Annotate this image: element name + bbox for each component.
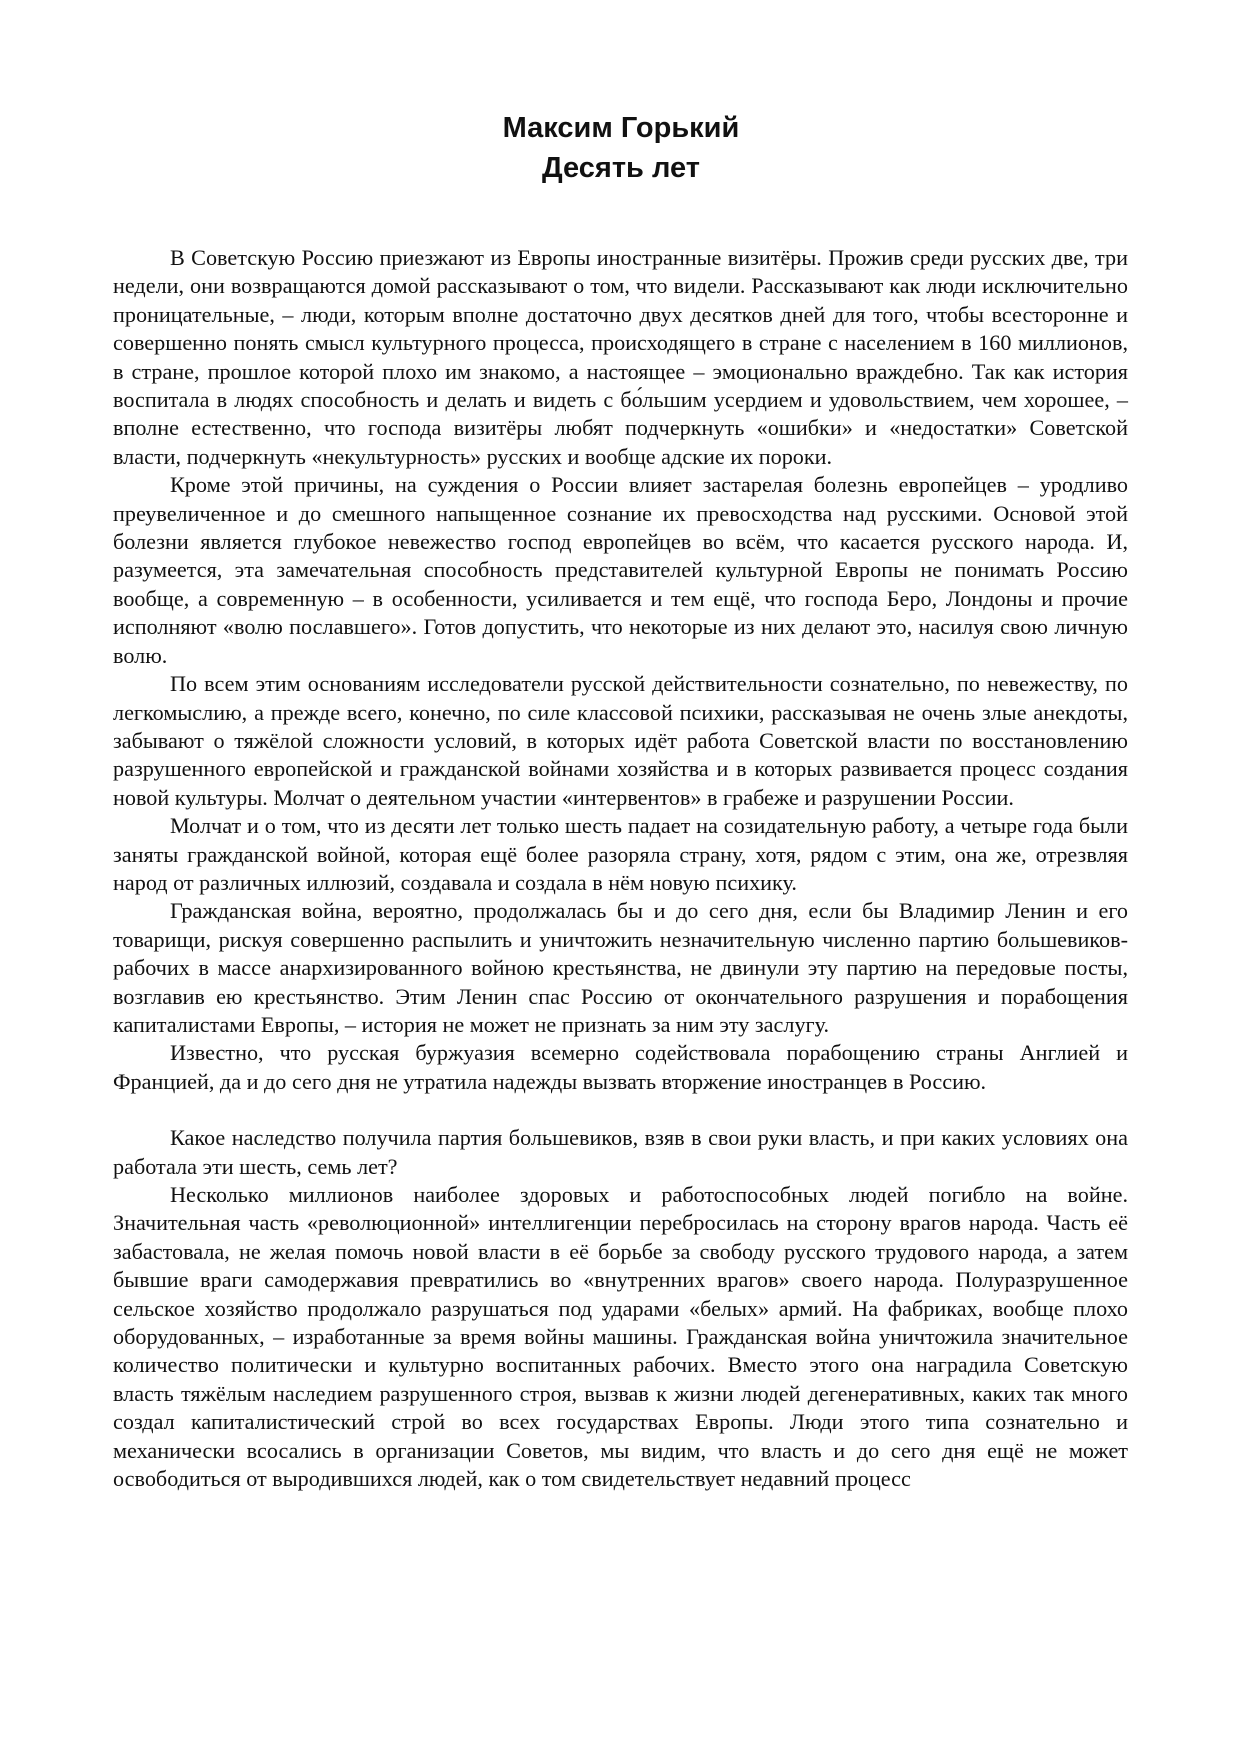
section-break	[113, 1096, 1128, 1124]
paragraph: Какое наследство получила партия большевиков, взяв в свои руки власть, и при каких условиях она работала эти шесть, семь лет?	[113, 1125, 1128, 1179]
document-header	[0, 108, 1242, 188]
paragraph: Гражданская война, вероятно, продолжалась бы и до сего дня, если бы Владимир Ленин и его товарищи, рискуя совершенно распылить и уничтожить незначительную численно партию большевиков-рабочих в массе анархизированного войною крестьянства, не двинули эту партию на передовые посты, возглавив ею крестьянство. Этим Ленин спас Россию от окончательного разрушения и порабощения капиталистами Европы, – история не может не признать за ним эту заслугу.	[113, 898, 1128, 1037]
paragraph: По всем этим основаниям исследователи русской действительности сознательно, по невежеству, по легкомыслию, а прежде всего, конечно, по силе классовой психики, рассказывая не очень злые анекдоты, забывают о тяжёлой сложности условий, в которых идёт работа Советской власти по восстановлению разрушенного европейской и гражданской войнами хозяйства и в которых развивается процесс создания новой культуры. Молчат о деятельном участии «интервентов» в грабеже и разрушении России.	[113, 671, 1128, 810]
paragraph: Несколько миллионов наиболее здоровых и работоспособных людей погибло на войне. Значительная часть «революционной» интеллигенции перебросилась на сторону врагов народа. Часть её забастовала, не желая помочь новой власти в её борьбе за свободу русского трудового народа, а затем бывшие враги самодержавия превратились во «внутренних врагов» своего народа. Полуразрушенное сельское хозяйство продолжало разрушаться под ударами «белых» армий. На фабриках, вообще плохо оборудованных, – изработанные за время войны машины. Гражданская война уничтожила значительное количество политически и культурно воспитанных рабочих. Вместо этого она наградила Советскую власть тяжёлым наследием разрушенного строя, вызвав к жизни людей дегенеративных, каких так много создал капиталистический строй во всех государствах Европы. Люди этого типа сознательно и механически всосались в организации Советов, мы видим, что власть и до сего дня ещё не может освободиться от выродившихся людей, как о том свидетельствует недавний процесс	[113, 1182, 1128, 1492]
paragraph: В Советскую Россию приезжают из Европы иностранные визитёры. Прожив среди русских две, три недели, они возвращаются домой рассказывают о том, что видели. Рассказывают как люди исключительно проницательные, – люди, которым вполне достаточно двух десятков дней для того, чтобы всесторонне и совершенно понять смысл культурного процесса, происходящего в стране с населением в 160 миллионов, в стране, прошлое которой плохо им знакомо, а настоящее – эмоционально враждебно. Так как история воспитала в людях способность и делать и видеть с бо́льшим усердием и удовольствием, чем хорошее, – вполне естественно, что господа визитёры любят подчеркнуть «ошибки» и «недостатки» Советской власти, подчеркнуть «некультурность» русских и вообще адские их пороки.	[113, 245, 1128, 469]
paragraph: Кроме этой причины, на суждения о России влияет застарелая болезнь европейцев – уродливо преувеличенное и до смешного напыщенное сознание их превосходства над русскими. Основой этой болезни является глубокое невежество господ европейцев во всём, что касается русского народа. И, разумеется, эта замечательная способность представителей культурной Европы не понимать Россию вообще, а современную – в особенности, усиливается и тем ещё, что господа Беро, Лондоны и прочие исполняют «волю пославшего». Готов допустить, что некоторые из них делают это, насилуя свою личную волю.	[113, 472, 1128, 668]
author-name: Максим Горький	[502, 112, 740, 144]
document-title: Десять лет	[542, 152, 700, 184]
paragraph: Молчат и о том, что из десяти лет только шесть падает на созидательную работу, а четыре года были заняты гражданской войной, которая ещё более разоряла страну, хотя, рядом с этим, она же, отрезвляя народ от различных иллюзий, создавала и создала в нём новую психику.	[113, 813, 1128, 895]
document-body	[113, 244, 1128, 1493]
paragraph: Известно, что русская буржуазия всемерно содействовала порабощению страны Англией и Францией, да и до сего дня не утратила надежды вызвать вторжение иностранцев в Россию.	[113, 1040, 1128, 1094]
